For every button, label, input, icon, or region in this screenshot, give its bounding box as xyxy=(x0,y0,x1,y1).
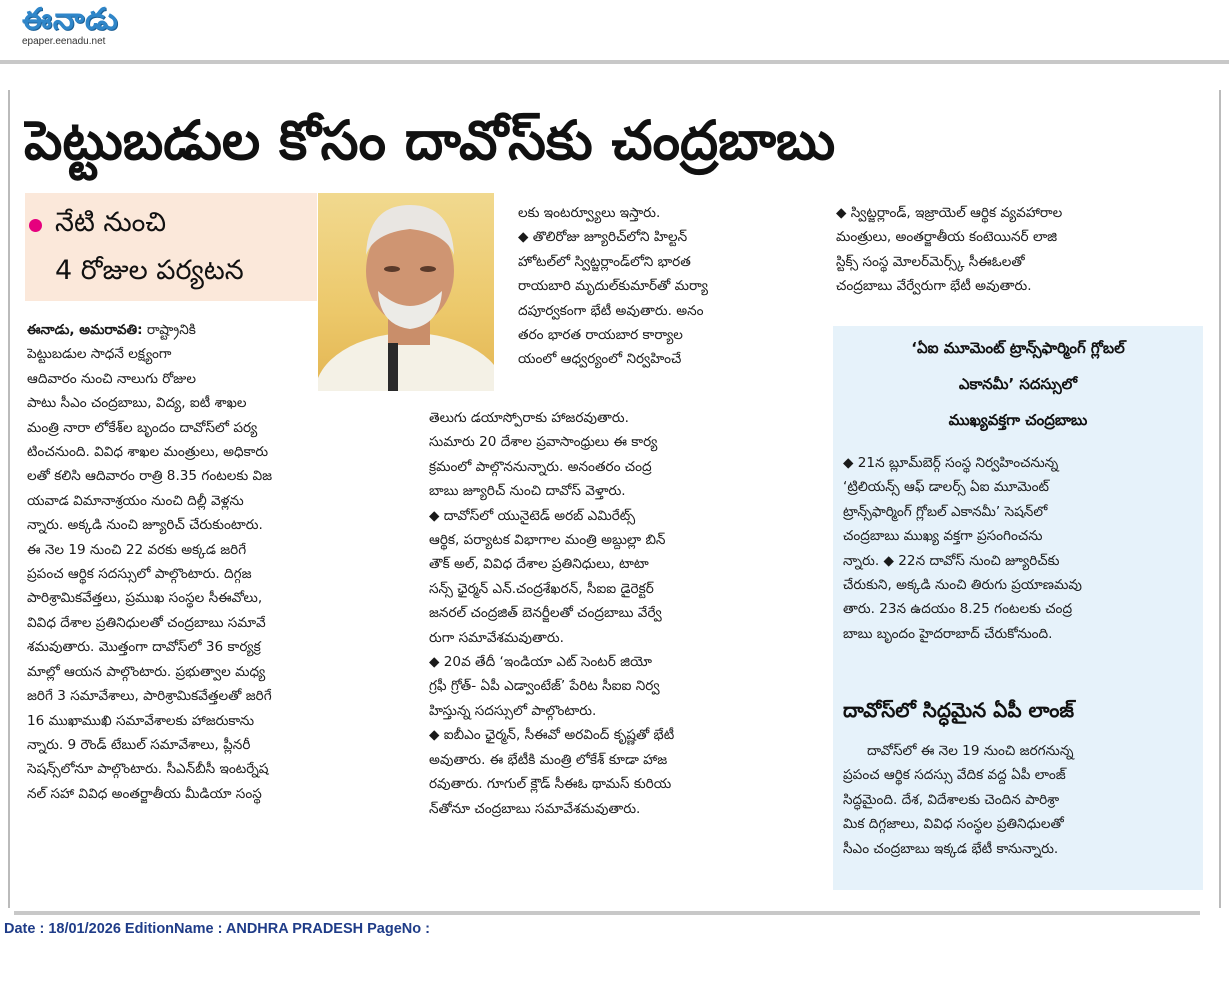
portrait-illustration xyxy=(318,193,494,391)
column1-line: శమవుతారు. మొత్తంగా దావోస్‌లో 36 కార్యక్ర xyxy=(27,639,261,656)
column1-line: పారిశ్రామికవేత్తలు, ప్రముఖ సంస్థల సీఈవోలు, xyxy=(27,590,263,607)
column1-first-line xyxy=(27,318,313,342)
column1-line: ప్రపంచ ఆర్థిక సదస్సులో పాల్గొంటారు. దిగ్గజ xyxy=(27,566,252,583)
box-body-line: చంద్రబాబు ముఖ్య వక్తగా ప్రసంగించను xyxy=(843,528,1043,545)
column2-line: తౌక్ అల్, వివిధ దేశాల ప్రతినిధులు, టాటా xyxy=(429,556,649,573)
column1-line: జరిగే 3 సమావేశాలు, పారిశ్రామికవేత్తలతో జరిగే xyxy=(27,688,272,705)
dateline: ఈనాడు, అమరావతి: xyxy=(27,322,143,338)
logo-text: ఈనాడు xyxy=(22,2,119,37)
column1-line: ఈ నెల 19 నుంచి 22 వరకు అక్కడ జరిగే xyxy=(27,541,247,558)
box-body-line: ◆ 21న బ్లూమ్‌బెర్గ్ సంస్థ నిర్వహించనున్న xyxy=(843,455,1059,471)
column1-line: న్నారు. అక్కడి నుంచి జ్యూరిచ్ చేరుకుంటారు. xyxy=(27,517,263,534)
column1-line: మాల్లో ఆయన పాల్గొంటారు. ప్రభుత్వాల మధ్య xyxy=(27,663,266,680)
box-body2-line: సీఎం చంద్రబాబు ఇక్కడ భేటీ కానున్నారు. xyxy=(843,840,1059,857)
right-border xyxy=(1219,90,1221,908)
box-heading-line: ఎకానమీ’ సదస్సులో xyxy=(958,375,1078,393)
article-column-3 xyxy=(836,201,1208,299)
box-body xyxy=(843,451,1195,646)
column2-top-line: తరం భారత రాయబార కార్యాల xyxy=(518,327,683,344)
article-column-2 xyxy=(429,406,813,821)
column2-line: సుమారు 20 దేశాల ప్రవాసాంధ్రులు ఈ కార్య xyxy=(429,434,658,451)
box-heading xyxy=(833,330,1203,438)
column1-line: వివిధ దేశాల ప్రతినిధులతో చంద్రబాబు సమావే xyxy=(27,614,266,631)
bottom-divider xyxy=(14,911,1200,915)
chandrababu-photo xyxy=(318,193,494,391)
column2-line: హిస్తున్న సదస్సులో పాల్గొంటారు. xyxy=(429,702,597,719)
column2-line: సన్స్ ఛైర్మన్ ఎన్.చంద్రశేఖరన్, సీఐఐ డైరెక్టర్ xyxy=(429,580,654,597)
column3-line: మంత్రులు, అంతర్జాతీయ కంటెయినర్ లాజి xyxy=(836,229,1058,246)
edition-footer: Date : 18/01/2026 EditionName : ANDHRA PRADESH PageNo : xyxy=(4,921,430,937)
column1-line: నల్ సహా వివిధ అంతర్జాతీయ మీడియా సంస్థ xyxy=(27,785,262,802)
left-border xyxy=(8,90,10,908)
column1-line-0: రాష్ట్రానికి xyxy=(142,322,196,338)
box-body2-line: ప్రపంచ ఆర్థిక సదస్సు వేదిక వద్ద ఏపీ లాంజ్ xyxy=(843,767,1066,784)
bullet-dot-icon xyxy=(29,219,42,232)
column1-line: న్నారు. 9 రౌండ్ టేబుల్ సమావేశాలు, ప్లీనరీ xyxy=(27,736,251,753)
column1-line: టించనుంది. వివిధ శాఖల మంత్రులు, అధికారు xyxy=(27,444,269,461)
box-subheading: దావోస్‌లో సిద్ధమైన ఏపీ లాంజ్ xyxy=(843,698,1075,722)
column2-line: జనరల్ చంద్రజిత్ బెనర్జీలతో చంద్రబాబు వేర్వే xyxy=(429,605,662,622)
column2-top-line: లకు ఇంటర్వ్యూలు ఇస్తారు. xyxy=(518,205,661,221)
column1-line: ఆదివారం నుంచి నాలుగు రోజుల xyxy=(27,370,196,387)
column2-top-line: యంలో ఆధ్వర్యంలో నిర్వహించే xyxy=(518,351,682,368)
column2-line: అవుతారు. ఈ భేటీకి మంత్రి లోకేశ్ కూడా హాజ xyxy=(429,751,668,768)
box-heading-line: ముఖ్యవక్తగా చంద్రబాబు xyxy=(948,411,1088,429)
column2-top-line: హోటల్‌లో స్విట్జర్లాండ్‌లోని భారత xyxy=(518,253,691,270)
box-heading-line: ‘ఏఐ మూమెంట్ ట్రాన్స్‌ఫార్మింగ్ గ్లోబల్ xyxy=(911,339,1125,357)
column1-line: మంత్రి నారా లోకేశ్‌ల బృందం దావోస్‌లో పర్య xyxy=(27,419,258,436)
box-body-line: ‘ట్రిలియన్స్ ఆఫ్ డాలర్స్ ఏఐ మూమెంట్ xyxy=(843,479,1050,496)
column2-line: రుగా సమావేశమవుతారు. xyxy=(429,629,564,646)
column2-line: ◆ దావోస్‌లో యునైటెడ్ అరబ్ ఎమిరేట్స్ xyxy=(429,507,636,524)
article-column-1 xyxy=(27,318,313,806)
box-body-line: ట్రాన్స్‌ఫార్మింగ్ గ్లోబల్ ఎకానమీ’ సెషన్‌లో xyxy=(843,503,1048,520)
eenadu-logo[interactable] xyxy=(22,2,119,47)
column1-line: సెషన్స్‌లోనూ పాల్గొంటారు. సీఎన్‌బీసీ ఇంటర్నేష xyxy=(27,761,269,778)
column2-line: గ్రఫీ గ్రోత్- ఏపీ ఎడ్వాంటేజ్’ పేరిట సీఐఐ నిర్వ xyxy=(429,678,660,695)
box-body2-line: మిక దిగ్గజాలు, వివిధ సంస్థల ప్రతినిధులతో xyxy=(843,816,1064,833)
highlight-line-1: నేటి నుంచి xyxy=(55,207,167,238)
box-body-line: చేరుకుని, అక్కడి నుంచి తిరుగు ప్రయాణమవు xyxy=(843,577,1082,594)
box-body2-line: దావోస్‌లో ఈ నెల 19 నుంచి జరగనున్న xyxy=(867,743,1074,759)
article-column-2-top xyxy=(518,201,813,372)
column1-line: యవాడ విమానాశ్రయం నుంచి దిల్లీ వెళ్లను xyxy=(27,492,244,509)
box-body2-line: సిద్ధమైంది. దేశ, విదేశాలకు చెందిన పారిశ్రా xyxy=(843,791,1060,808)
column2-line: ఆర్థిక, పర్యాటక విభాగాల మంత్రి అబ్దుల్లా బిన్ xyxy=(429,532,666,549)
column3-line: స్టిక్స్ సంస్థ మోలర్‌మెర్స్క్ సీఈఓలతో xyxy=(836,253,1025,270)
highlight-box xyxy=(25,193,317,301)
box-body-2 xyxy=(843,739,1195,861)
box-body-line: బాబు బృందం హైదరాబాద్ చేరుకోనుంది. xyxy=(843,625,1053,642)
column1-line: పాటు సీఎం చంద్రబాబు, విద్య, ఐటీ శాఖల xyxy=(27,395,247,412)
column1-line: 16 ముఖాముఖి సమావేశాలకు హాజరుకాను xyxy=(27,712,255,729)
column3-line: చంద్రబాబు వేర్వేరుగా భేటీ అవుతారు. xyxy=(836,278,1032,295)
column2-line: న్‌తోనూ చంద్రబాబు సమావేశమవుతారు. xyxy=(429,800,641,817)
column2-top-line: ◆ తొలిరోజు జ్యూరిచ్‌లోని హిల్టన్ xyxy=(518,229,688,246)
column3-line: ◆ స్విట్జర్లాండ్, ఇజ్రాయెల్ ఆర్థిక వ్యవహారాల xyxy=(836,205,1063,221)
column2-line: ◆ 20వ తేదీ ‘ఇండియా ఎట్ సెంటర్ జియో xyxy=(429,654,652,671)
column2-line: ◆ ఐబీఎం ఛైర్మన్, సీఈవో అరవింద్ కృష్ణతో భేటీ xyxy=(429,727,675,744)
logo-url: epaper.eenadu.net xyxy=(22,36,106,47)
column1-line: పెట్టుబడుల సాధనే లక్ష్యంగా xyxy=(27,346,172,363)
column2-line: రవుతారు. గూగుల్ క్లౌడ్ సీఈఓ థామస్ కురియ xyxy=(429,776,672,793)
column2-line: బాబు జ్యూరిచ్ నుంచి దావోస్ వెళ్తారు. xyxy=(429,483,626,500)
column2-top-line: దపూర్వకంగా భేటీ అవుతారు. అనం xyxy=(518,302,704,319)
column2-line: క్రమంలో పాల్గొననున్నారు. అనంతరం చంద్ర xyxy=(429,458,652,475)
highlight-line-2: 4 రోజుల పర్యటన xyxy=(55,255,244,286)
box-body-line: తారు. 23న ఉదయం 8.25 గంటలకు చంద్ర xyxy=(843,601,1073,618)
column2-line: తెలుగు డయాస్పోరాకు హాజరవుతారు. xyxy=(429,410,629,426)
top-divider xyxy=(0,60,1229,64)
column1-line: లతో కలిసి ఆదివారం రాత్రి 8.35 గంటలకు విజ xyxy=(27,468,273,485)
masthead xyxy=(0,0,1229,62)
box-body-line: న్నారు. ◆ 22న దావోస్ నుంచి జ్యూరిచ్‌కు xyxy=(843,552,1060,569)
article-headline: పెట్టుబడుల కోసం దావోస్‌కు చంద్రబాబు xyxy=(24,109,836,172)
column2-top-line: రాయబారి మృదుల్‌కుమార్‌తో మర్యా xyxy=(518,278,708,295)
